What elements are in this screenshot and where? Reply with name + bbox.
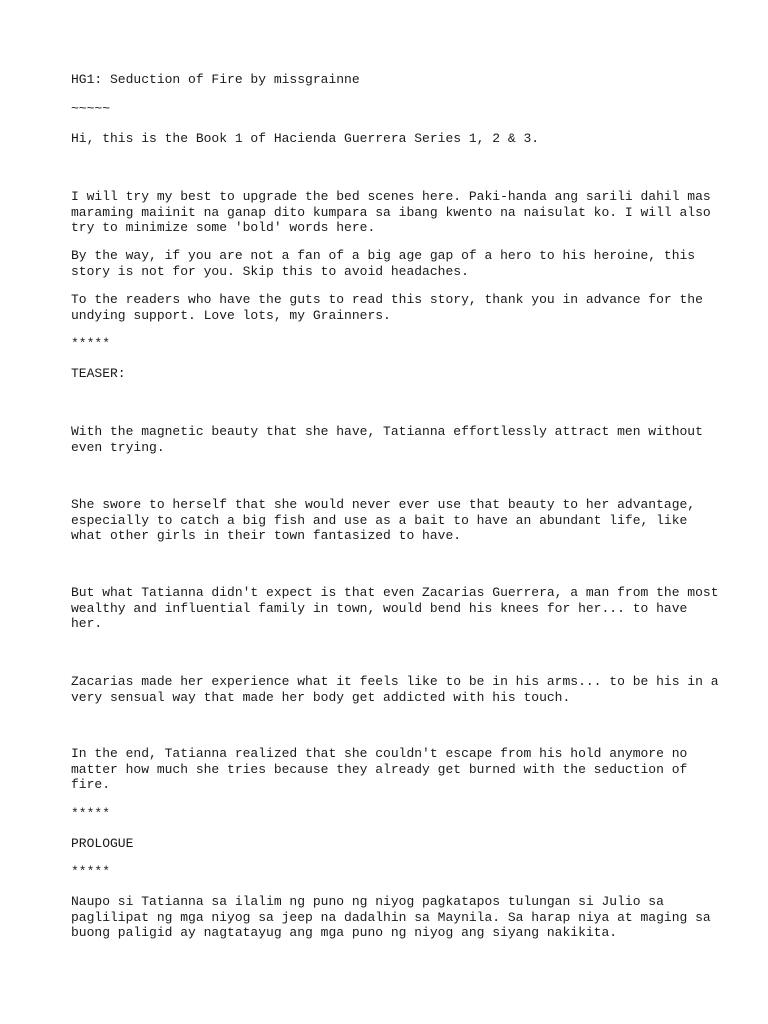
- prologue-line: paglilipat ng mga niyog sa jeep na dadalhin sa Maynila. Sa harap niya at maging sa: [71, 909, 711, 925]
- teaser-line: In the end, Tatianna realized that she couldn't escape from his hold anymore no: [71, 746, 688, 761]
- thanks-line: To the readers who have the guts to read this story, thank you in advance for the: [71, 292, 703, 307]
- teaser-line: even trying.: [71, 439, 165, 455]
- divider-tilde: ~~~~~: [71, 101, 111, 116]
- teaser-line: wealthy and influential family in town, would bend his knees for her... to have: [71, 600, 688, 616]
- teaser-line: very sensual way that made her body get addicted with his touch.: [71, 689, 571, 705]
- note-line: maraming maiinit na ganap dito kumpara sa ibang kwento na naisulat ko. I will also: [71, 204, 711, 220]
- teaser-line: But what Tatianna didn't expect is that even Zacarias Guerrera, a man from the most: [71, 585, 719, 600]
- warning-line: story is not for you. Skip this to avoid headaches.: [71, 263, 469, 279]
- teaser-line: With the magnetic beauty that she have, Tatianna effortlessly attract men without: [71, 424, 703, 439]
- teaser-line: especially to catch a big fish and use as a bait to have an abundant life, like: [71, 512, 688, 528]
- prologue-line: buong paligid ay nagtatayug ang mga puno ng niyog ang siyang nakikita.: [71, 925, 618, 940]
- divider-stars: *****: [71, 806, 111, 821]
- teaser-line: She swore to herself that she would never ever use that beauty to her advantage,: [71, 497, 696, 512]
- note-line: try to minimize some 'bold' words here.: [71, 220, 376, 235]
- teaser-line: fire.: [71, 777, 111, 792]
- warning-line: By the way, if you are not a fan of a big age gap of a hero to his heroine, this: [71, 248, 696, 263]
- note-line: I will try my best to upgrade the bed scenes here. Paki-handa ang sarili dahil mas: [71, 189, 711, 204]
- prologue-line: Naupo si Tatianna sa ilalim ng puno ng niyog pagkatapos tulungan si Julio sa: [71, 894, 664, 909]
- divider-stars: *****: [71, 336, 111, 351]
- teaser-heading: TEASER:: [71, 366, 126, 381]
- divider-stars: *****: [71, 864, 111, 879]
- teaser-line: what other girls in their town fantasized to have.: [71, 528, 462, 543]
- intro-text: Hi, this is the Book 1 of Hacienda Guerrera Series 1, 2 & 3.: [71, 131, 540, 146]
- prologue-heading: PROLOGUE: [71, 836, 134, 851]
- thanks-line: undying support. Love lots, my Grainners.: [71, 307, 391, 323]
- teaser-line: Zacarias made her experience what it feels like to be in his arms... to be his in a: [71, 674, 719, 689]
- teaser-line: matter how much she tries because they already get burned with the seduction of: [71, 761, 688, 777]
- document-title: HG1: Seduction of Fire by missgrainne: [71, 72, 360, 87]
- teaser-line: her.: [71, 616, 103, 631]
